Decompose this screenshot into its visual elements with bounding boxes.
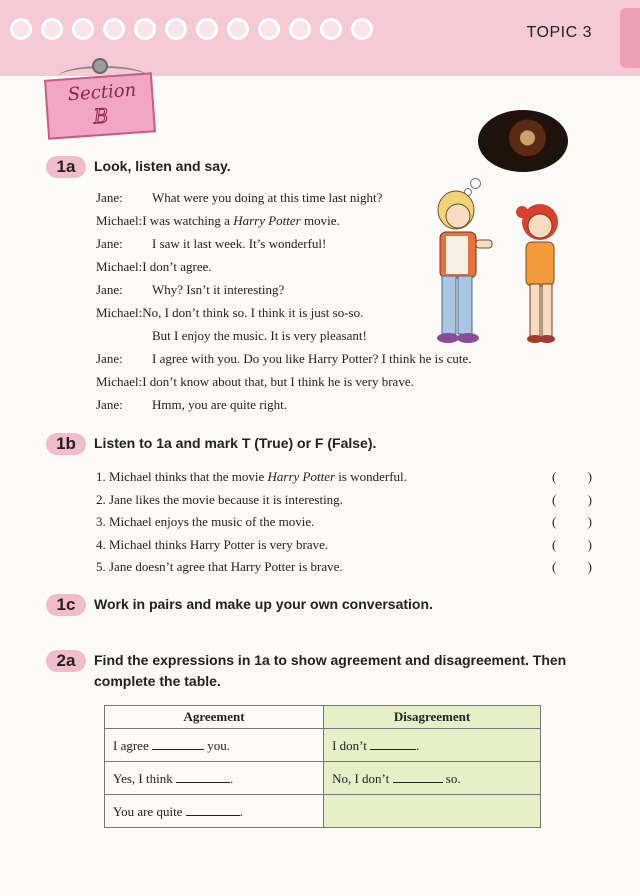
task-number: 1a: [46, 156, 86, 178]
statement-text: 2. Jane likes the movie because it is interesting.: [96, 491, 343, 507]
answer-blank[interactable]: ( ): [552, 491, 592, 507]
utterance: Why? Isn’t it interesting?: [152, 281, 285, 297]
task-2a: [46, 650, 596, 692]
fill-blank[interactable]: [152, 737, 204, 750]
dialogue-line: [96, 347, 472, 370]
utterance: But I enjoy the music. It is very pleasant!: [152, 327, 367, 343]
answer-blank[interactable]: ( ): [552, 469, 592, 485]
speaker: Michael:: [96, 304, 143, 320]
agreement-header: Agreement: [105, 706, 324, 729]
task-instruction: Find the expressions in 1a to show agreement and disagreement. Then complete the table.: [94, 652, 567, 689]
decorative-circle: [72, 18, 94, 40]
statement-row: [96, 489, 592, 512]
decorative-circle: [41, 18, 63, 40]
answer-blank[interactable]: ( ): [552, 559, 592, 575]
statement-text: 4. Michael thinks Harry Potter is very brave.: [96, 536, 329, 552]
decorative-circle: [196, 18, 218, 40]
statement-row: [96, 556, 592, 579]
table-row: [105, 795, 541, 828]
decorative-circle: [227, 18, 249, 40]
agreement-cell: You are quite .: [105, 795, 324, 828]
dialogue-line: [96, 324, 472, 347]
section-letter: B: [92, 103, 110, 129]
task-1b: [46, 433, 376, 455]
dialogue-line: [96, 186, 472, 209]
task-number: 1b: [46, 433, 86, 455]
dialogue-line: [96, 232, 472, 255]
dialogue-line: [96, 209, 472, 232]
table-header-row: [105, 706, 541, 729]
fill-blank[interactable]: [176, 770, 230, 783]
decorative-circle: [320, 18, 342, 40]
statement-row: [96, 511, 592, 534]
disagreement-cell: [324, 795, 541, 828]
utterance: I was watching a Harry Potter movie.: [142, 212, 340, 228]
table-row: [105, 729, 541, 762]
task-instruction: Listen to 1a and mark T (True) or F (False).: [94, 435, 377, 451]
fill-blank[interactable]: [370, 737, 416, 750]
task-instruction: Work in pairs and make up your own conversation.: [94, 596, 433, 612]
agreement-table: [104, 705, 541, 828]
decorative-circle: [289, 18, 311, 40]
page-tab: [620, 8, 640, 68]
dialogue: [96, 186, 472, 416]
dialogue-line: [96, 278, 472, 301]
decorative-circle: [134, 18, 156, 40]
task-number: 1c: [46, 594, 86, 616]
speaker: Michael:: [96, 258, 143, 274]
statement-text: 5. Jane doesn’t agree that Harry Potter is brave.: [96, 559, 343, 575]
dialogue-line: [96, 393, 472, 416]
disagreement-cell: I don’t .: [324, 729, 541, 762]
disagreement-header: Disagreement: [324, 706, 541, 729]
answer-blank[interactable]: ( ): [552, 514, 592, 530]
statement-row: [96, 534, 592, 557]
decorative-circle: [258, 18, 280, 40]
utterance: I saw it last week. It’s wonderful!: [152, 235, 327, 251]
utterance: No, I don’t think so. I think it is just so-so.: [142, 304, 364, 320]
utterance: Hmm, you are quite right.: [152, 396, 288, 412]
section-badge: [40, 58, 158, 138]
dialogue-line: [96, 370, 472, 393]
decorative-circle: [351, 18, 373, 40]
statement-text: 1. Michael thinks that the movie Harry Potter is wonderful.: [96, 469, 407, 485]
movie-poster-image: [478, 110, 568, 172]
topic-label: TOPIC 3: [526, 24, 592, 41]
decorative-circle: [103, 18, 125, 40]
task-1c: [46, 594, 433, 616]
task-number: 2a: [46, 650, 86, 672]
utterance: I agree with you. Do you like Harry Potter? I think he is cute.: [152, 350, 472, 366]
speaker: Jane:: [96, 235, 123, 251]
speaker: Michael:: [96, 373, 143, 389]
decorative-circles: [10, 18, 373, 40]
disagreement-cell: No, I don’t so.: [324, 762, 541, 795]
agreement-cell: Yes, I think .: [105, 762, 324, 795]
speaker: Michael:: [96, 212, 143, 228]
decorative-circle: [10, 18, 32, 40]
speaker: Jane:: [96, 189, 123, 205]
speaker: Jane:: [96, 350, 123, 366]
decorative-circle: [165, 18, 187, 40]
task-instruction: Look, listen and say.: [94, 158, 231, 174]
dialogue-line: [96, 301, 472, 324]
task-1a: [46, 156, 231, 178]
utterance: What were you doing at this time last night?: [152, 189, 383, 205]
utterance: I don’t agree.: [142, 258, 212, 274]
fill-blank[interactable]: [393, 770, 443, 783]
true-false-list: [96, 466, 592, 579]
speaker: Jane:: [96, 396, 123, 412]
agreement-cell: I agree you.: [105, 729, 324, 762]
table-row: [105, 762, 541, 795]
fill-blank[interactable]: [186, 803, 240, 816]
section-word: Section: [67, 79, 137, 106]
pin-icon: [92, 58, 108, 74]
dialogue-line: [96, 255, 472, 278]
statement-row: [96, 466, 592, 489]
answer-blank[interactable]: ( ): [552, 536, 592, 552]
statement-text: 3. Michael enjoys the music of the movie.: [96, 514, 315, 530]
girl-illustration: [510, 200, 570, 344]
utterance: I don’t know about that, but I think he is very brave.: [142, 373, 414, 389]
speaker: Jane:: [96, 281, 123, 297]
